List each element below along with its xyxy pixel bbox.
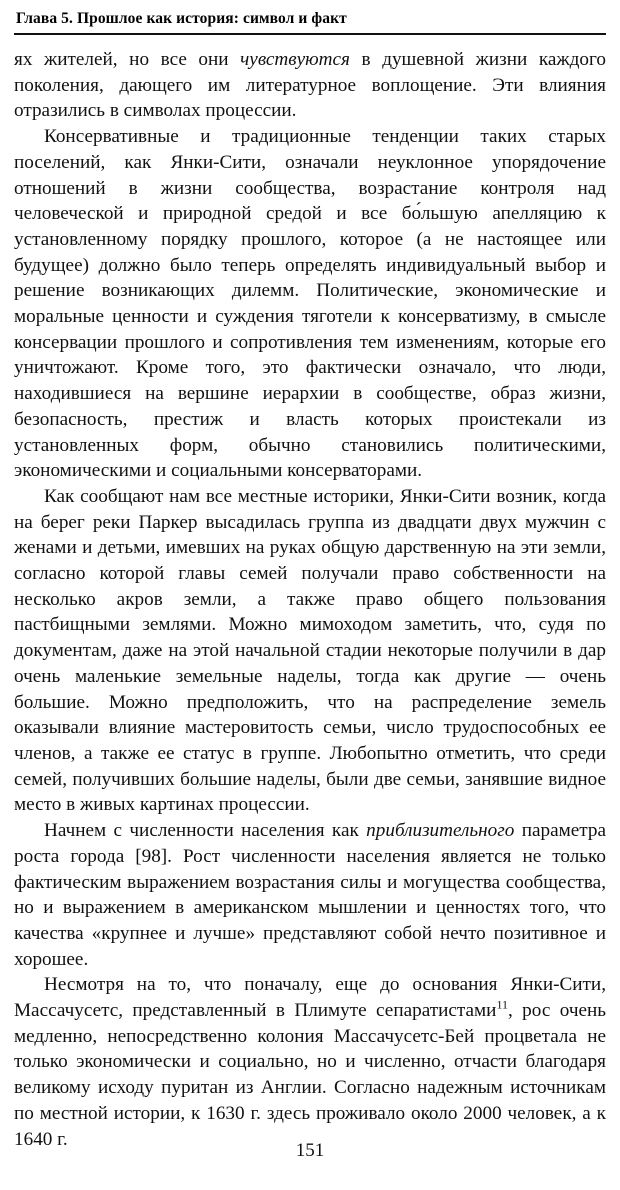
- running-head: Глава 5. Прошлое как история: символ и факт: [16, 10, 347, 27]
- text-run: Несмотря на то, что поначалу, еще до основания Янки-Сити, Массачусетс, представленный в Плимуте сепаратистами: [14, 974, 606, 1022]
- paragraph: [14, 484, 606, 818]
- text-run: Начнем с численности населения как: [44, 820, 367, 842]
- paragraph: [14, 124, 606, 484]
- text-run: параметра роста города [98]. Рост численности населения является не только фактическим выражением возрастания силы и могущества сообщества, но и выражением в американском мышлении и ценностях того, что качества «крупнее и лучше» представляют собой нечто позитивное и хорошее.: [14, 820, 606, 970]
- text-run: в душевной жизни каждого поколения, дающего им литературное воплощение. Эти влияния отразились в символах процессии.: [14, 49, 606, 122]
- text-run: , рос очень медленно, непосредственно колония Массачусетс-Бей процветала не только экономически и социально, но и численно, отчасти благодаря великому исходу пуритан из Англии. Согласно надежным источникам по местной истории, к 1630 г. здесь проживало около 2000 человек, а к 1640 г.: [14, 1000, 607, 1150]
- paragraph: [14, 47, 606, 124]
- text-run: ях жителей, но все они: [14, 49, 241, 70]
- header-rule: [14, 33, 606, 35]
- page-number: 151: [295, 1140, 325, 1161]
- emphasis-text: приблизительного: [366, 820, 515, 842]
- emphasis-text: чувствуются: [240, 49, 350, 70]
- paragraph: [14, 972, 606, 1152]
- body-text: [14, 47, 606, 1152]
- paragraph: [14, 818, 606, 972]
- text-run: Консервативные и традиционные тенденции таких старых поселений, как Янки-Сити, означали неуклонное упорядочение отношений в жизни сообщества, возрастание контроля над человеческой и природной средой и все бо́льшую апелляцию к установленному порядку прошлого, которое (а не настоящее или будущее) должно было теперь определять индивидуальный выбор и решение возникающих дилемм. Политические, экономические и моральные ценности и суждения тяготели к консерватизму, в смысле консервации прошлого и сопротивления тем изменениям, которые его уничтожают. Кроме того, это фактически означало, что люди, находившиеся на вершине иерархии в сообществе, образ жизни, безопасность, престиж и власть которых проистекали из установленных форм, обычно становились политическими, экономическими и социальными консерваторами.: [14, 126, 606, 482]
- footnote-marker: 11: [496, 997, 508, 1012]
- text-run: Как сообщают нам все местные историки, Янки-Сити возник, когда на берег реки Паркер высадилась группа из двадцати двух мужчин с женами и детьми, имевших на руках общую дарственную на эти земли, согласно которой главы семей получали право собственности на несколько акров земли, а также право общего пользования пастбищными землями. Можно мимоходом заметить, что, судя по документам, даже на этой начальной стадии некоторые получили в дар очень маленькие земельные наделы, тогда как другие — очень большие. Можно предположить, что на распределение земель оказывали влияние мастеровитость семьи, число трудоспособных ее членов, а также ее статус в группе. Любопытно отметить, что среди семей, получивших большие наделы, были две семьи, занявшие видное место в живых картинах процессии.: [14, 485, 606, 816]
